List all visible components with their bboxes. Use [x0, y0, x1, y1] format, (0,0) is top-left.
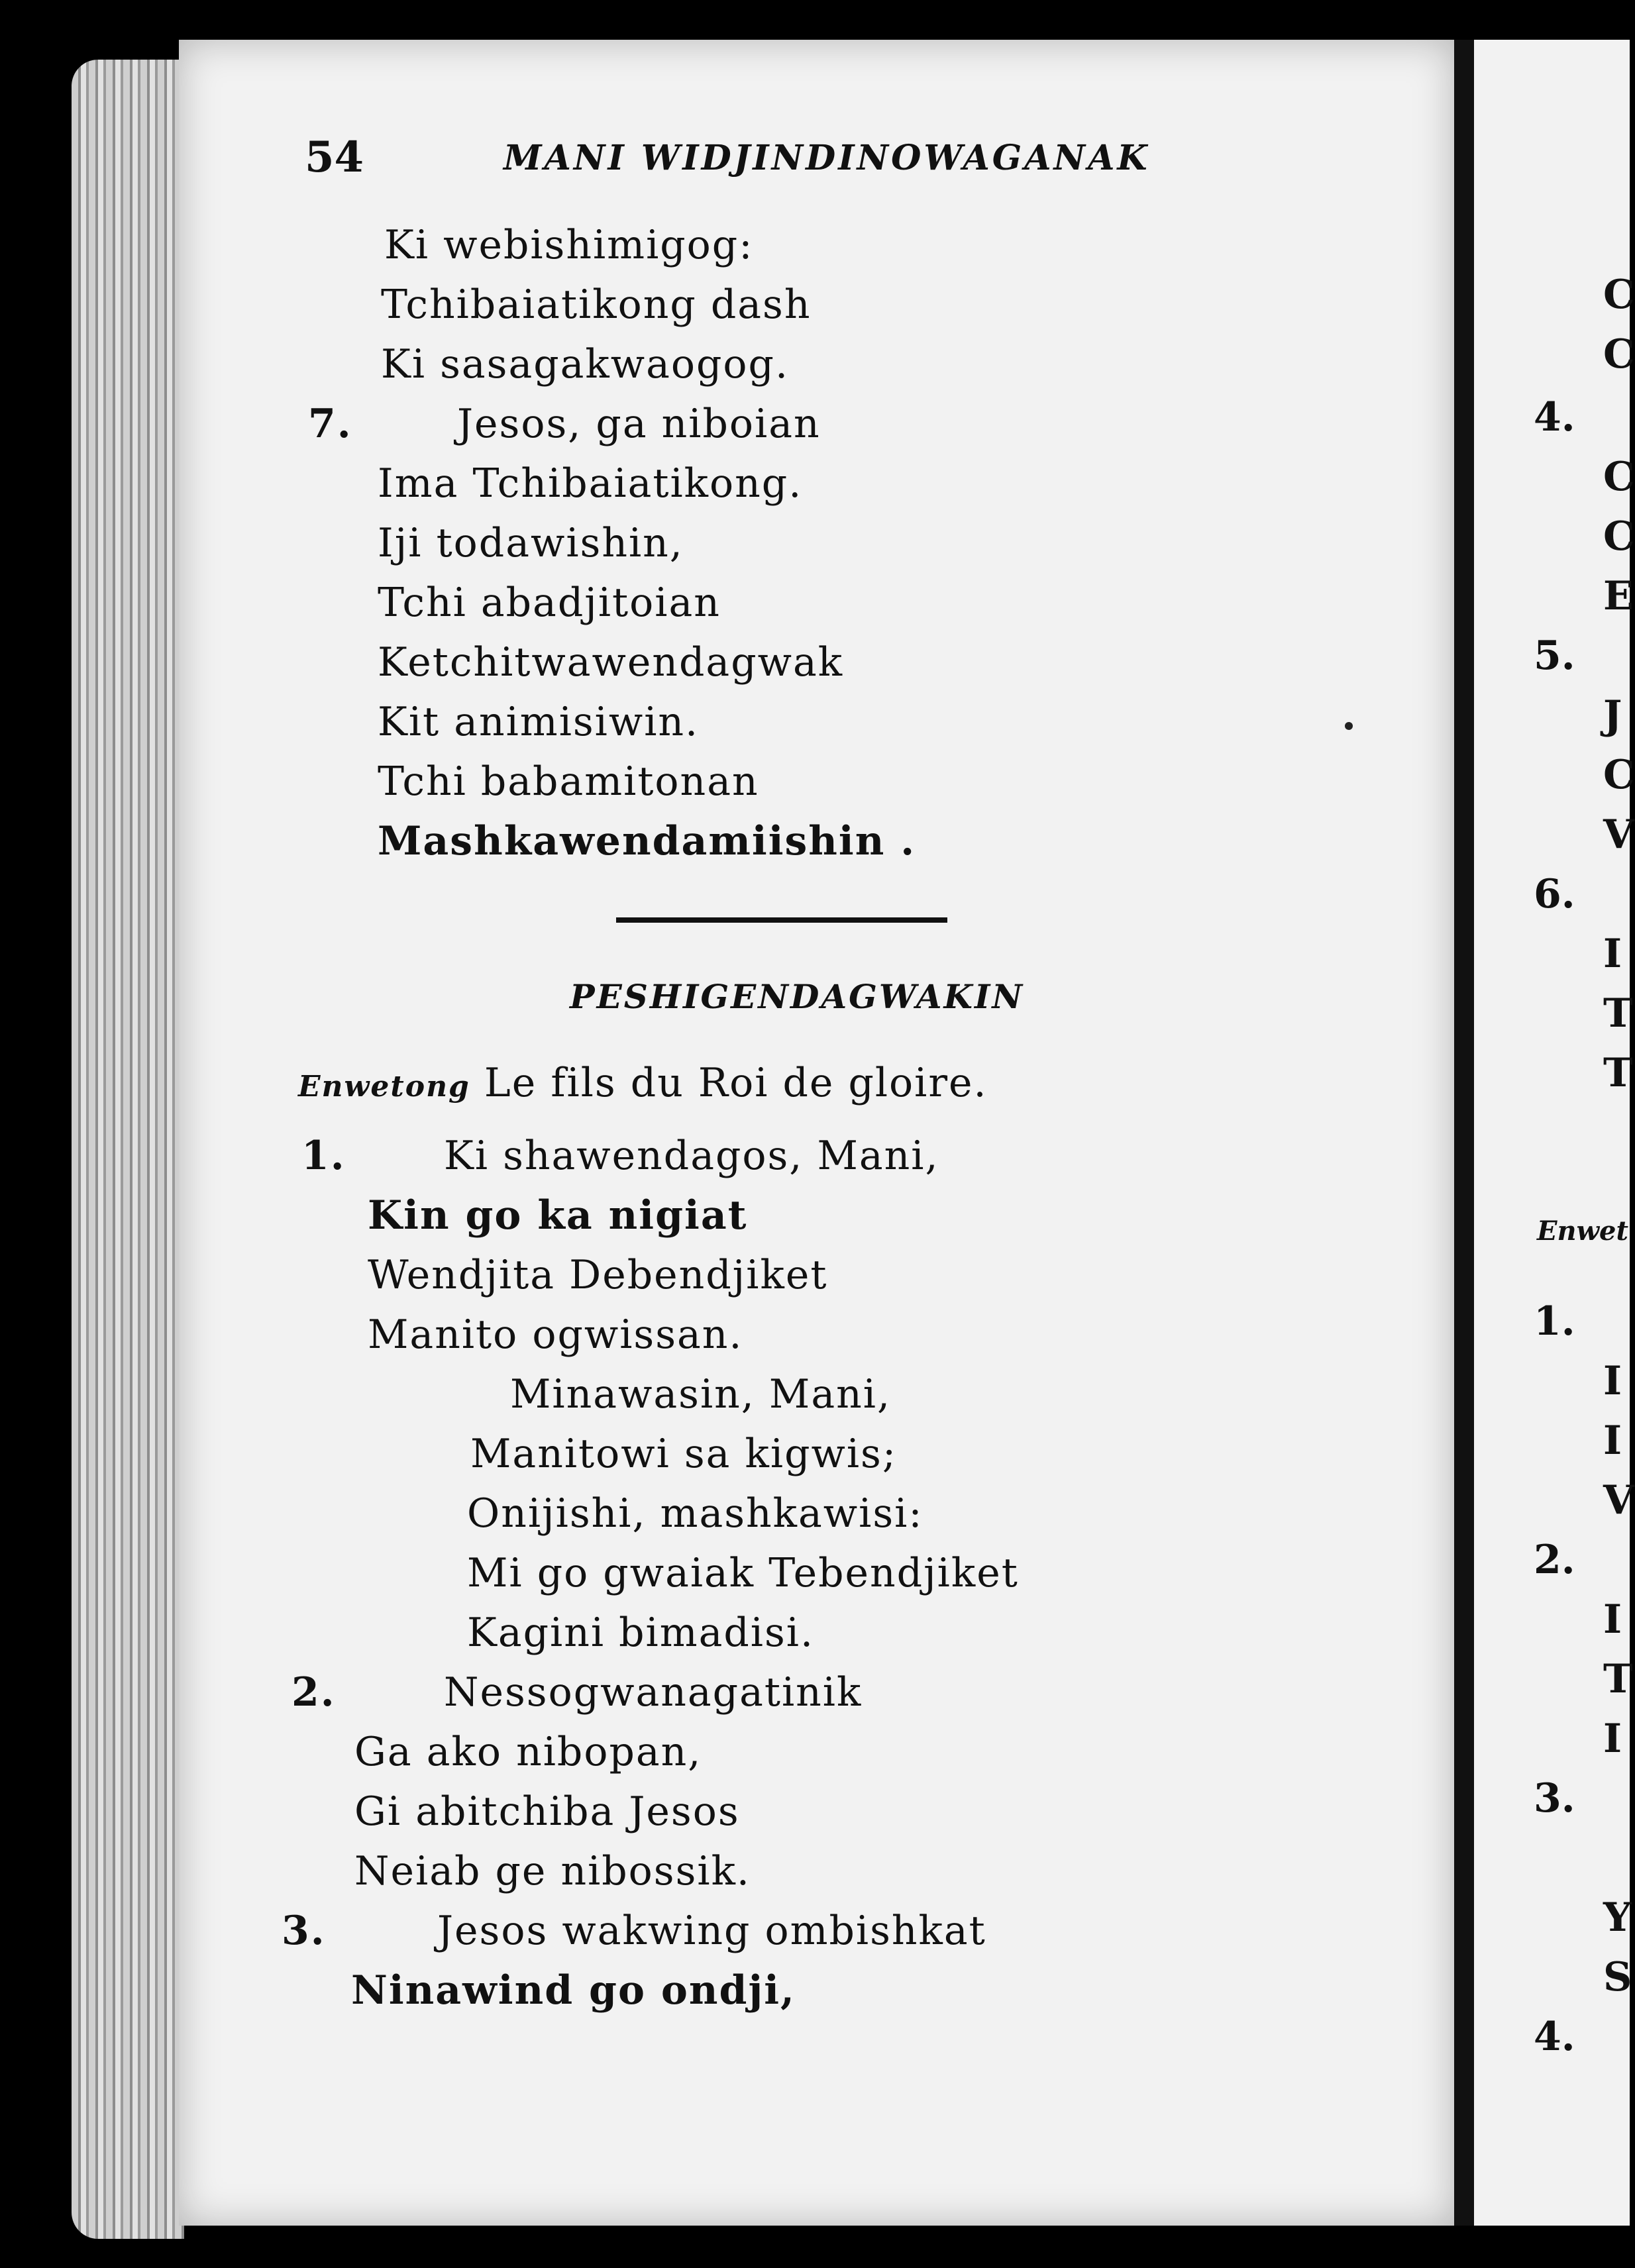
text-line: Kagini bimadisi.	[467, 1610, 815, 1656]
text-line: Ima Tchibaiatikong.	[378, 460, 803, 507]
text-line: Kit animisiwin.	[378, 699, 700, 745]
facing-page-glyph: I	[1603, 931, 1622, 977]
text-line: Tchi babamitonan	[378, 758, 759, 805]
facing-page-glyph: E	[1603, 573, 1634, 619]
section-divider	[616, 917, 947, 923]
page-edges	[72, 60, 184, 2239]
text-line: Ketchitwawendagwak	[378, 639, 844, 686]
facing-page-glyph: I	[1603, 1418, 1622, 1464]
text-line: Jesos, ga niboian	[457, 401, 821, 447]
ink-speck	[1345, 722, 1353, 730]
facing-page-number: 4.	[1534, 2014, 1575, 2060]
book-gutter	[1454, 40, 1474, 2226]
text-line: Ki webishimigog:	[384, 222, 754, 268]
facing-page-glyph: I	[1603, 1358, 1622, 1404]
facing-page-number: 3.	[1534, 1775, 1575, 1822]
facing-page-glyph: J	[1603, 692, 1622, 739]
text-line: Ki shawendagos, Mani,	[444, 1133, 939, 1179]
facing-page-label: Enwet	[1537, 1215, 1628, 1247]
text-line: Ga ako nibopan,	[354, 1729, 702, 1775]
facing-page-glyph: C	[1603, 331, 1635, 378]
verse-number: 3.	[282, 1908, 326, 1954]
verse-number: 7.	[308, 401, 352, 447]
text-line: Mi go gwaiak Tebendjiket	[467, 1550, 1019, 1596]
tune-text: Le fils du Roi de gloire.	[484, 1060, 988, 1106]
facing-page-glyph: Y	[1603, 1894, 1632, 1941]
verse-number: 1.	[301, 1133, 346, 1179]
text-line: Manito ogwissan.	[368, 1312, 743, 1358]
facing-page-number: 1.	[1534, 1298, 1575, 1345]
text-line: Tchi abadjitoian	[378, 580, 721, 626]
facing-page-glyph: T	[1603, 990, 1633, 1037]
text-line: Neiab ge nibossik.	[354, 1848, 751, 1894]
text-line: Manitowi sa kigwis;	[470, 1431, 898, 1477]
text-line: Onijishi, mashkawisi:	[467, 1490, 923, 1537]
facing-page-glyph: V	[1603, 1477, 1634, 1523]
text-line: Wendjita Debendjiket	[368, 1252, 828, 1298]
facing-page-glyph: C	[1603, 752, 1635, 798]
text-line: Iji todawishin,	[378, 520, 684, 566]
facing-page-number: 4.	[1534, 394, 1575, 440]
text-line: Mashkawendamiishin .	[378, 818, 916, 864]
facing-page-glyph: T	[1603, 1050, 1633, 1096]
text-line: Ki sasagakwaogog.	[381, 341, 790, 387]
facing-page-number: 2.	[1534, 1537, 1575, 1583]
text-line: Tchibaiatikong dash	[381, 282, 812, 328]
text-line: Ninawind go ondji,	[351, 1967, 796, 2014]
section-title: PESHIGENDAGWAKIN	[570, 977, 1025, 1016]
text-line: Gi abitchiba Jesos	[354, 1788, 740, 1835]
text-line: Nessogwanagatinik	[444, 1669, 863, 1716]
facing-page-glyph: S	[1603, 1954, 1632, 2000]
facing-page-glyph: T	[1603, 1656, 1633, 1702]
verse-number: 2.	[291, 1669, 336, 1716]
running-title: MANI WIDJINDINOWAGANAK	[503, 138, 1150, 178]
text-line: Minawasin, Mani,	[510, 1371, 892, 1418]
facing-page-glyph: I	[1603, 1716, 1622, 1762]
text-line: Kin go ka nigiat	[368, 1192, 748, 1239]
facing-page-glyph: I	[1603, 1596, 1622, 1643]
facing-page-number: 6.	[1534, 871, 1575, 917]
facing-page-glyph: C	[1603, 513, 1635, 560]
facing-page-glyph: C	[1603, 454, 1635, 500]
tune-line	[298, 1060, 988, 1106]
page-header	[305, 132, 1298, 185]
page-number: 54	[305, 132, 364, 182]
facing-page-glyph: C	[1603, 272, 1635, 318]
facing-page-number: 5.	[1534, 633, 1575, 679]
tune-label: Enwetong	[298, 1070, 470, 1104]
text-line: Jesos wakwing ombishkat	[437, 1908, 986, 1954]
facing-page-glyph: V	[1603, 811, 1634, 858]
